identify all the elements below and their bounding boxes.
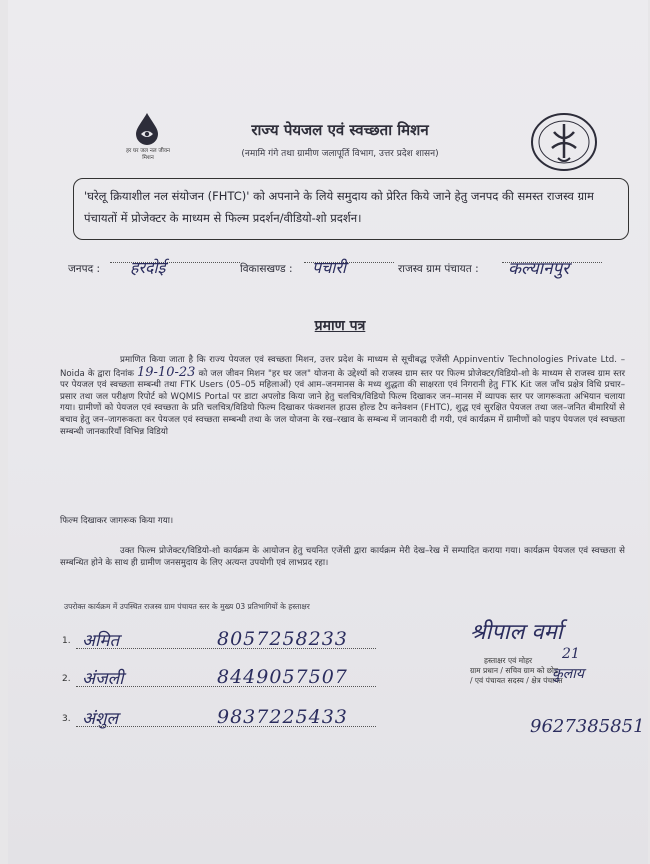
logo-caption: हर घर जल नल जीवन मिशन bbox=[126, 148, 170, 161]
certificate-paragraph-3 bbox=[60, 546, 625, 569]
stamp-text: कुलाय bbox=[552, 666, 584, 682]
block-label: विकासखण्ड : bbox=[240, 263, 293, 275]
panchayat-label: राजस्व ग्राम पंचायत : bbox=[398, 263, 479, 275]
participant-row bbox=[62, 706, 402, 732]
participant-row bbox=[62, 666, 402, 692]
participant-phone: 8449057507 bbox=[217, 666, 348, 688]
location-fields bbox=[68, 258, 628, 282]
district-value: हरदोई bbox=[130, 258, 166, 277]
para3-text: उक्त फिल्म प्रोजेक्टर/विडियो-शो कार्यक्रम के आयोजन हेतु चयनित एजेंसी द्वारा कार्यक्रम मेरी देख–रेख में सम्पादित कराया गया। कार्यक्रम पेयजल एवं स्वच्छता से सम्बन्धित होने के साथ ही ग्रामीण जनसमुदाय के लिए अत्यन्त उपयोगी एवं लाभप्रद रहा। bbox=[60, 546, 625, 568]
stamp-number: 21 bbox=[562, 646, 580, 662]
mission-subtitle: (नमामि गंगे तथा ग्रामीण जलापूर्ति विभाग, उत्तर प्रदेश शासन) bbox=[241, 149, 439, 159]
mission-title: राज्य पेयजल एवं स्वच्छता मिशन bbox=[251, 121, 429, 139]
participant-signature: अंशुल bbox=[82, 709, 119, 729]
panchayat-member-label: / एवं पंचायत सदस्य / क्षेत्र पंचायत bbox=[470, 676, 563, 685]
pradhan-signature: श्रीपाल वर्मा bbox=[470, 620, 563, 645]
block-value: पचारी bbox=[312, 258, 347, 277]
participant-phone: 9837225433 bbox=[217, 706, 348, 728]
water-drop-logo-icon bbox=[132, 112, 162, 146]
program-banner: 'घरेलू क्रियाशील नल संयोजन (FHTC)' को अपनाने के लिये समुदाय को प्रेरित किये जाने हेतु जनपद की समस्त राजस्व ग्राम पंचायतों में प्रोजेक्टर के माध्यम से फिल्म प्रदर्शन/वीडियो-शो प्रदर्शन। bbox=[73, 178, 629, 240]
district-label: जनपद : bbox=[68, 263, 101, 275]
certificate-title: प्रमाण पत्र bbox=[314, 318, 366, 334]
certificate-paragraph-1 bbox=[60, 355, 625, 438]
program-date: 19-10-23 bbox=[137, 364, 196, 380]
up-state-emblem-icon bbox=[530, 112, 598, 172]
row-number: 2. bbox=[62, 674, 71, 684]
para1-text-a: प्रमाणित किया जाता है कि राज्य पेयजल एवं स्वच्छता मिशन, उत्तर प्रदेश के माध्यम से सूचीबद्ध एजेंसी Appinventiv Technologies Private Ltd. – Noida के द्वारा दिनांक bbox=[60, 355, 625, 379]
certificate-paragraph-2: फिल्म दिखाकर जागरूक किया गया। bbox=[60, 516, 174, 526]
row-number: 3. bbox=[62, 714, 71, 724]
participant-signature: अमित bbox=[82, 631, 120, 651]
row-number: 1. bbox=[62, 636, 71, 646]
participant-row bbox=[62, 628, 402, 654]
pradhan-label: ग्राम प्रधान / सचिव ग्राम को छोड़ bbox=[470, 666, 558, 675]
panchayat-value: कल्यानपुर bbox=[508, 259, 570, 279]
para1-text-b: को जल जीवन मिशन "हर घर जल" योजना के उद्देश्यों को राजस्व ग्राम स्तर पर फिल्म प्रोजेक्टर/विडियो-शो के माध्यम से राजस्व ग्राम स्तर पर पेयजल एवं स्वच्छता सम्बन्धी तथा FTK Users (05–05 महिलाओं) एवं आम–जनमानस के मध्य शुद्धता की साक्षरता एवं निगरानी हेतु FTK Kit जल जाँच प्रक्षेत्र विधि प्रचार–प्रसार तथा जल परीक्षण रिपोर्ट को WQMIS Portal पर डाटा अपलोड किया जाने हेतु चलचित्र/विडियो फिल्म दिखाकर जन–मानस में व्यापक स्तर पर जागरूकता अभियान चलाया गया। ग्रामीणों को पेयजल एवं स्वच्छता के प्रति चलचित्र/विडियो फिल्म दिखाकर फंक्शनल हाउस होल्ड टैप कनेक्शन (FHTC), शुद्ध एवं सुरक्षित पेयजल तथा जल–जनित बीमारियों से बचाव हेतु जन–जागरूकता कर पेयजल एवं स्वच्छता सम्बन्धी तथा के जल योजना के रख–रखाव के सम्बन्ध में जानकारी दी गयी, एवं कार्यक्रम में ग्रामीणों को पाइप पेयजल एवं स्वच्छता सम्बन्धी जानकारियाँ विभिन्न विडियो bbox=[60, 368, 625, 437]
participants-label: उपरोक्त कार्यक्रम में उपस्थित राजस्व ग्राम पंचायत स्तर के मुख्य 03 प्रतिभागियों के हस्ताक्षर bbox=[64, 602, 310, 611]
participant-phone: 8057258233 bbox=[217, 628, 348, 650]
participant-signature: अंजली bbox=[82, 669, 124, 689]
sign-seal-label: हस्ताक्षर एवं मोहर bbox=[484, 656, 533, 665]
pradhan-block bbox=[470, 616, 645, 737]
left-logo bbox=[122, 112, 174, 174]
pradhan-phone: 9627385851 bbox=[530, 716, 645, 737]
